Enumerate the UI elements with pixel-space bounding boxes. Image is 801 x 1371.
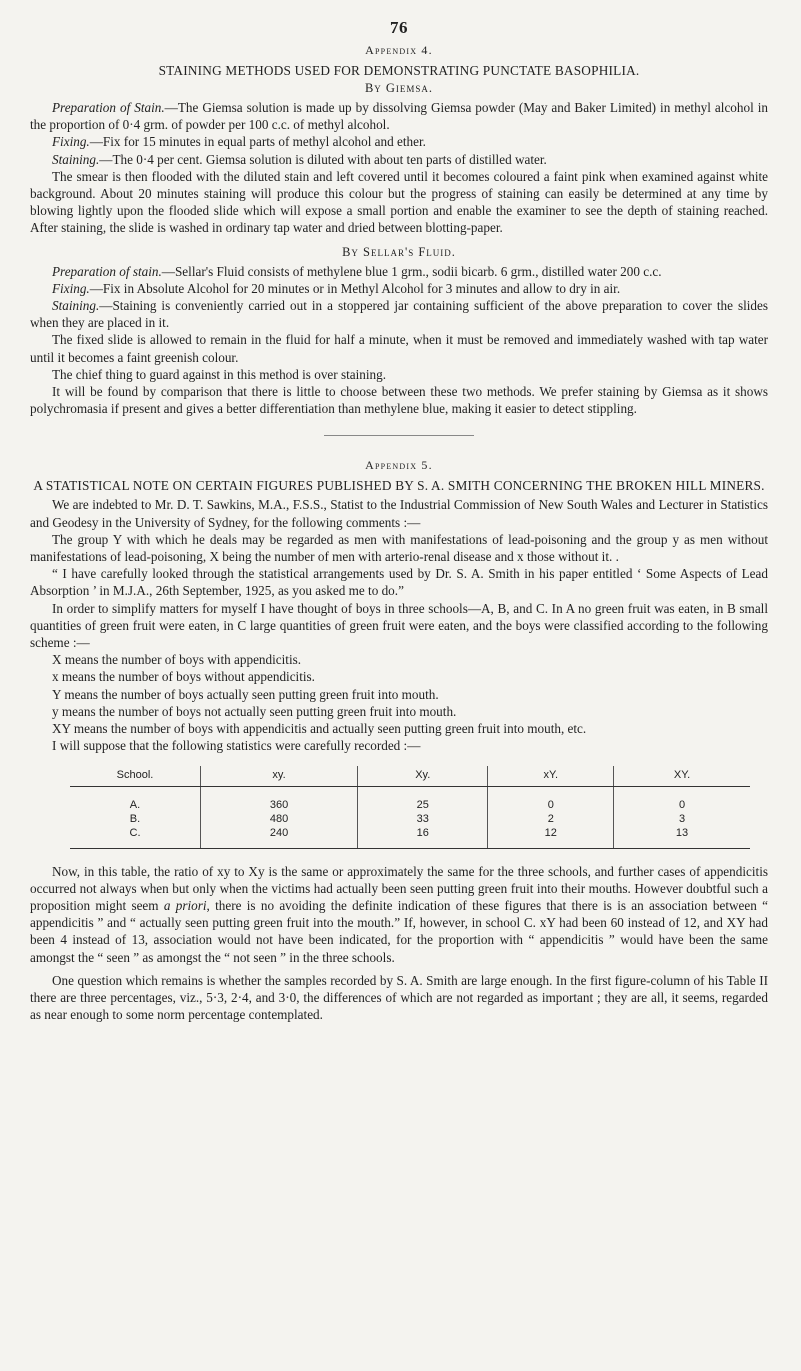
sellar-staining (30, 297, 768, 331)
giemsa-fix-text: —Fix for 15 minutes in equal parts of methyl alcohol and ether. (89, 134, 426, 150)
appendix-5-paragraph-5: One question which remains is whether the samples recorded by S. A. Smith are large enough. In the first figure-column of his Table II there are three percentages, viz., 5·3, 2·4, and 3·0, the differences of which are not regarded as important ; they are all, it seems, regarded as near enough to some norm percentage contemplated. (30, 972, 768, 1023)
statistics-table (70, 766, 750, 849)
sellar-preparation (30, 263, 768, 280)
giemsa-stain-text: —The 0·4 per cent. Giemsa solution is diluted with about ten parts of distilled water. (99, 151, 547, 167)
paragraph-4-part-b: , there is no avoiding the definite indication of these figures that there is is an association between “ appendicitis ” and “ actually seen putting green fruit into the mouth.” If, however, in school C. xY had been 60 instead of 12, and XY had been 4 instead of 13, association would not have been indicated, for the proportion with “ appendicitis ” would have been the same amongst the “ seen ” as amongst the “ not seen ” in the three schools. (30, 897, 769, 965)
definitions-list (30, 651, 768, 737)
table-cell: 0 (488, 786, 614, 812)
sellar-paragraph-3: It will be found by comparison that there is little to choose between these two methods. We prefer staining by Giemsa as it shows polychromasia if present and gives a better differentiation than methylene blue, making it easier to detect stippling. (30, 384, 768, 417)
table-lead-in: I will suppose that the following statistics were carefully recorded :— (52, 738, 421, 754)
appendix-5-paragraph-4 (30, 863, 768, 966)
definition-item: x means the number of boys without appendicitis. (52, 669, 315, 685)
column-header: xY. (488, 766, 614, 787)
giemsa-prep-label: Preparation of Stain. (52, 100, 165, 115)
appendix-5-paragraph-2: The group Y with which he deals may be regarded as men with manifestations of lead-poisoning and the group y as men without manifestations of lead-poisoning, X being the number of men with arterio-renal disease and x those without it. . (30, 531, 768, 565)
appendix-5-paragraph-3b: In order to simplify matters for myself I have thought of boys in three schools—A, B, and C. In A no green fruit was eaten, in B small quantities of green fruit were eaten, in C large quantities of green fruit were eaten, and the boys were classified according to the following scheme :— (30, 600, 768, 651)
appendix-5 (30, 458, 768, 1023)
sellar-paragraph-2: The chief thing to guard against in this method is over staining. (52, 366, 387, 382)
appendix-5-title: A STATISTICAL NOTE ON CERTAIN FIGURES PUBLISHED BY S. A. SMITH CONCERNING THE BROKEN HILL MINERS. (33, 478, 765, 494)
definition-item: X means the number of boys with appendicitis. (52, 652, 302, 668)
giemsa-paragraph: The smear is then flooded with the diluted stain and left covered until it becomes coloured a faint pink when examined against white background. About 20 minutes staining will produce this colour but the progress of staining can easily be determined at any time by blowing lightly upon the flooded slide which will expose a small portion and enable the examiner to see the depth of staining reached. After staining, the slide is washed in ordinary tap water and dried between blotting-paper. (30, 168, 768, 236)
appendix-4-label: Appendix 4. (365, 43, 433, 57)
table-cell: 25 (358, 786, 488, 812)
appendix-4-title: STAINING METHODS USED FOR DEMONSTRATING PUNCTATE BASOPHILIA. (158, 63, 640, 78)
giemsa-fixing (30, 133, 768, 150)
appendix-5-label: Appendix 5. (365, 458, 433, 473)
page-number: 76 (390, 18, 408, 37)
giemsa-stain-label: Staining. (52, 151, 100, 167)
definition-item: Y means the number of boys actually seen putting green fruit into mouth. (52, 686, 439, 702)
table-row (70, 826, 750, 849)
section-divider (324, 435, 474, 436)
appendix-5-paragraph-3a: “ I have carefully looked through the statistical arrangements used by Dr. S. A. Smith in his paper entitled ‘ Some Aspects of Lead Absorption ’ in M.J.A., 26th September, 1925, as you asked me to do.” (30, 566, 768, 599)
sellar-fix-label: Fixing. (52, 280, 90, 296)
table-cell: 3 (614, 812, 750, 826)
sellar-fix-text: —Fix in Absolute Alcohol for 20 minutes or in Methyl Alcohol for 3 minutes and allow to dry in air. (89, 280, 621, 296)
column-header: Xy. (358, 766, 488, 787)
giemsa-fix-label: Fixing. (52, 134, 90, 150)
sellar-prep-label: Preparation of stain. (52, 263, 162, 279)
definition-item: y means the number of boys not actually seen putting green fruit into mouth. (52, 703, 457, 719)
column-header: xy. (201, 766, 358, 787)
table-row (70, 786, 750, 812)
table-cell: 12 (488, 826, 614, 849)
sellar-stain-text: —Staining is conveniently carried out in a stoppered jar containing sufficient of the above preparation to cover the slides when they are placed in it. (30, 298, 768, 331)
table-cell: 360 (201, 786, 358, 812)
sellar-stain-label: Staining. (52, 298, 100, 314)
table-cell: C. (70, 826, 201, 849)
paragraph-4-italic: a priori (163, 897, 207, 913)
table-row (70, 812, 750, 826)
paragraph-4-part-a: Now, in this table, the ratio of xy to Xy is the same or approximately the same for the three schools, and further cases of appendicitis occurred not always when but only when the victims had actually been seen putting green fruit into their mouths. However doubtful such a proposition might seem (30, 863, 768, 913)
table-cell: A. (129, 798, 141, 811)
sellar-paragraph-1: The fixed slide is allowed to remain in the fluid for half a minute, when it must be removed and immediately washed with tap water until it becomes a faint greenish colour. (30, 332, 768, 365)
column-header: XY. (614, 766, 750, 787)
table-cell: 16 (358, 826, 488, 849)
giemsa-staining (30, 151, 768, 168)
table-cell: 2 (488, 812, 614, 826)
table-header-row (70, 766, 750, 787)
definition-item: XY means the number of boys with appendicitis and actually seen putting green fruit into mouth, etc. (52, 721, 587, 737)
table-cell: 0 (614, 786, 750, 812)
column-header: School. (70, 766, 201, 787)
table-cell: 480 (201, 812, 358, 826)
appendix-5-paragraph-1: We are indebted to Mr. D. T. Sawkins, M.A., F.S.S., Statist to the Industrial Commission of New South Wales and Lecturer in Statistics and Geodesy in the University of Sydney, for the following comments :— (30, 497, 768, 530)
giemsa-preparation (30, 99, 768, 133)
table-cell: 240 (201, 826, 358, 849)
sellar-subhead: By Sellar's Fluid. (342, 244, 456, 259)
table-cell: 13 (614, 826, 750, 849)
appendix-4 (30, 43, 768, 417)
giemsa-prep-text: —The Giemsa solution is made up by dissolving Giemsa powder (May and Baker Limited) in methyl alcohol in the proportion of 0·4 grm. of powder per 100 c.c. of methyl alcohol. (30, 100, 768, 133)
sellar-fixing (30, 280, 768, 297)
giemsa-subhead: By Giemsa. (364, 81, 434, 95)
table-cell: B. (129, 812, 141, 825)
sellar-prep-text: —Sellar's Fluid consists of methylene blue 1 grm., sodii bicarb. 6 grm., distilled water 200 c.c. (161, 263, 662, 279)
table-cell: 33 (358, 812, 488, 826)
